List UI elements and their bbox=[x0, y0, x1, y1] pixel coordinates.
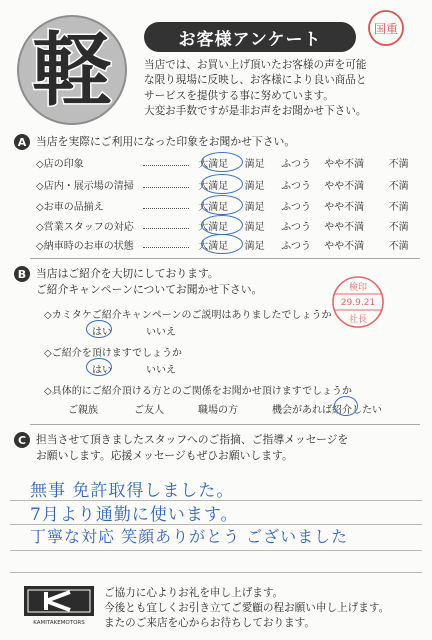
intro-text bbox=[144, 58, 426, 120]
rating-option[interactable]: ふつう bbox=[281, 158, 312, 170]
b-q2-yes: はい bbox=[92, 365, 112, 376]
section-b-title-2: ご紹介キャンペーンについてお聞かせ下さい。 bbox=[36, 283, 263, 296]
b-question-1: ◇カミタケご紹介キャンペーンのご説明はありましたでしょうか bbox=[44, 310, 332, 321]
rating-option[interactable]: 不満 bbox=[388, 180, 409, 192]
section-b-title-1: 当店はご紹介を大切にしております。 bbox=[36, 267, 219, 280]
intro-line: 当店では、お買い上げ頂いたお客様の声を可能 bbox=[144, 59, 367, 71]
writing-line bbox=[10, 550, 422, 551]
rating-option[interactable]: 大満足 bbox=[198, 180, 229, 192]
answer-circle bbox=[201, 152, 243, 172]
writing-line bbox=[10, 572, 422, 573]
answer-circle bbox=[86, 320, 112, 338]
b-question-2: ◇ご紹介を頂けますでしょうか bbox=[44, 348, 182, 359]
approval-stamp bbox=[330, 274, 386, 330]
page-title: お客様アンケート bbox=[144, 22, 356, 52]
rating-option[interactable]: 満足 bbox=[244, 180, 265, 192]
answer-circle bbox=[334, 396, 358, 416]
footer-line: ご協力に心よりお礼を申し上げます。 bbox=[104, 587, 284, 599]
answer-circle bbox=[201, 195, 243, 215]
rating-option[interactable]: 大満足 bbox=[198, 158, 229, 170]
intro-line: サービスを提供する事に努めています。 bbox=[144, 89, 334, 102]
section-c-title-2: お願いします。応援メッセージもぜひお願いします。 bbox=[36, 449, 293, 462]
rating-option[interactable]: 満足 bbox=[244, 201, 265, 213]
rating-option[interactable]: やや不満 bbox=[324, 240, 365, 252]
rating-option[interactable]: 大満足 bbox=[198, 201, 229, 213]
b-question-3: ◇具体的にご紹介頂ける方とのご関係をお聞かせ頂けますでしょうか bbox=[44, 386, 352, 397]
b-q1-no: いいえ bbox=[146, 327, 176, 338]
question-label: ◇店内・展示場の清掃 bbox=[36, 180, 134, 192]
answer-circle bbox=[86, 358, 112, 376]
svg-text:検印: 検印 bbox=[348, 283, 368, 293]
rating-option[interactable]: やや不満 bbox=[324, 221, 365, 233]
leader-dots bbox=[143, 222, 188, 229]
rating-option[interactable]: ふつう bbox=[281, 201, 312, 213]
rating-option[interactable]: 満足 bbox=[244, 158, 265, 170]
question-label: ◇店の印象 bbox=[36, 158, 84, 170]
b-q3-opt-1: ご親族 bbox=[68, 405, 98, 416]
section-a-title: 当店を実際にご利用になった印象をお聞かせ下さい。 bbox=[36, 135, 296, 148]
kei-logo bbox=[8, 14, 136, 126]
intro-line: 大変お手数ですが是非お声をお聞かせ下さい。 bbox=[144, 105, 367, 118]
b-q3-opt-2: ご友人 bbox=[134, 405, 164, 416]
svg-text:国重: 国重 bbox=[373, 22, 399, 36]
footer-text bbox=[104, 586, 424, 631]
rating-option[interactable]: やや不満 bbox=[324, 180, 365, 192]
rating-option[interactable]: やや不満 bbox=[324, 158, 365, 170]
rating-option[interactable]: 不満 bbox=[388, 240, 409, 252]
svg-text:KAMITAKEMOTORS: KAMITAKEMOTORS bbox=[33, 620, 85, 626]
question-label: ◇営業スタッフの対応 bbox=[36, 221, 134, 233]
handwritten-line: 7月より通勤に使います。 bbox=[30, 505, 239, 525]
rating-option[interactable]: 大満足 bbox=[198, 221, 229, 233]
section-c-badge: C bbox=[14, 432, 30, 448]
section-c-title-1: 担当させて頂きましたスタッフへのご指摘、ご指導メッセージを bbox=[36, 433, 349, 446]
divider bbox=[30, 424, 420, 425]
rating-option[interactable]: 不満 bbox=[388, 158, 409, 170]
b-q2-no: いいえ bbox=[146, 365, 176, 376]
name-stamp bbox=[366, 8, 406, 48]
answer-circle bbox=[201, 174, 243, 194]
b-q1-yes: はい bbox=[92, 327, 112, 338]
rating-option[interactable]: やや不満 bbox=[324, 201, 365, 213]
rating-option[interactable]: ふつう bbox=[281, 221, 312, 233]
rating-option[interactable]: 不満 bbox=[388, 221, 409, 233]
rating-option[interactable]: 大満足 bbox=[198, 240, 229, 252]
logo-char: 軽 bbox=[32, 24, 112, 117]
divider bbox=[30, 258, 420, 259]
footer-line: またのご来店を心からお待ちしております。 bbox=[104, 617, 316, 629]
answer-circle bbox=[201, 215, 243, 235]
rating-option[interactable]: 満足 bbox=[244, 221, 265, 233]
question-label: ◇納車時のお車の状態 bbox=[36, 240, 134, 252]
leader-dots bbox=[143, 241, 188, 248]
section-a-badge: A bbox=[14, 134, 30, 150]
rating-option[interactable]: ふつう bbox=[281, 240, 312, 252]
answer-circle bbox=[201, 234, 243, 254]
svg-text:社長: 社長 bbox=[348, 315, 368, 325]
rating-option[interactable]: ふつう bbox=[281, 180, 312, 192]
intro-line: な限り現場に反映し、お客様により良い商品と bbox=[144, 74, 367, 87]
leader-dots bbox=[143, 181, 188, 188]
footer-line: 今後とも宜しくお引き立てご愛顧の程お願い申し上げます。 bbox=[104, 602, 390, 614]
kamitake-logo bbox=[24, 586, 94, 626]
b-q3-opt-3: 職場の方 bbox=[198, 405, 238, 416]
leader-dots bbox=[143, 202, 188, 209]
leader-dots bbox=[143, 159, 188, 166]
rating-option[interactable]: 満足 bbox=[244, 240, 265, 252]
handwritten-line: 丁寧な対応 笑顔ありがとう ございました bbox=[30, 527, 349, 546]
svg-text:29.9.21: 29.9.21 bbox=[340, 298, 376, 308]
b-q3-opt-4: 機会があれば紹介したい bbox=[272, 405, 382, 416]
rating-option[interactable]: 不満 bbox=[388, 201, 409, 213]
section-b-badge: B bbox=[14, 266, 30, 282]
question-label: ◇お車の品揃え bbox=[36, 201, 104, 213]
handwritten-line: 無事 免許取得しました。 bbox=[30, 481, 235, 501]
